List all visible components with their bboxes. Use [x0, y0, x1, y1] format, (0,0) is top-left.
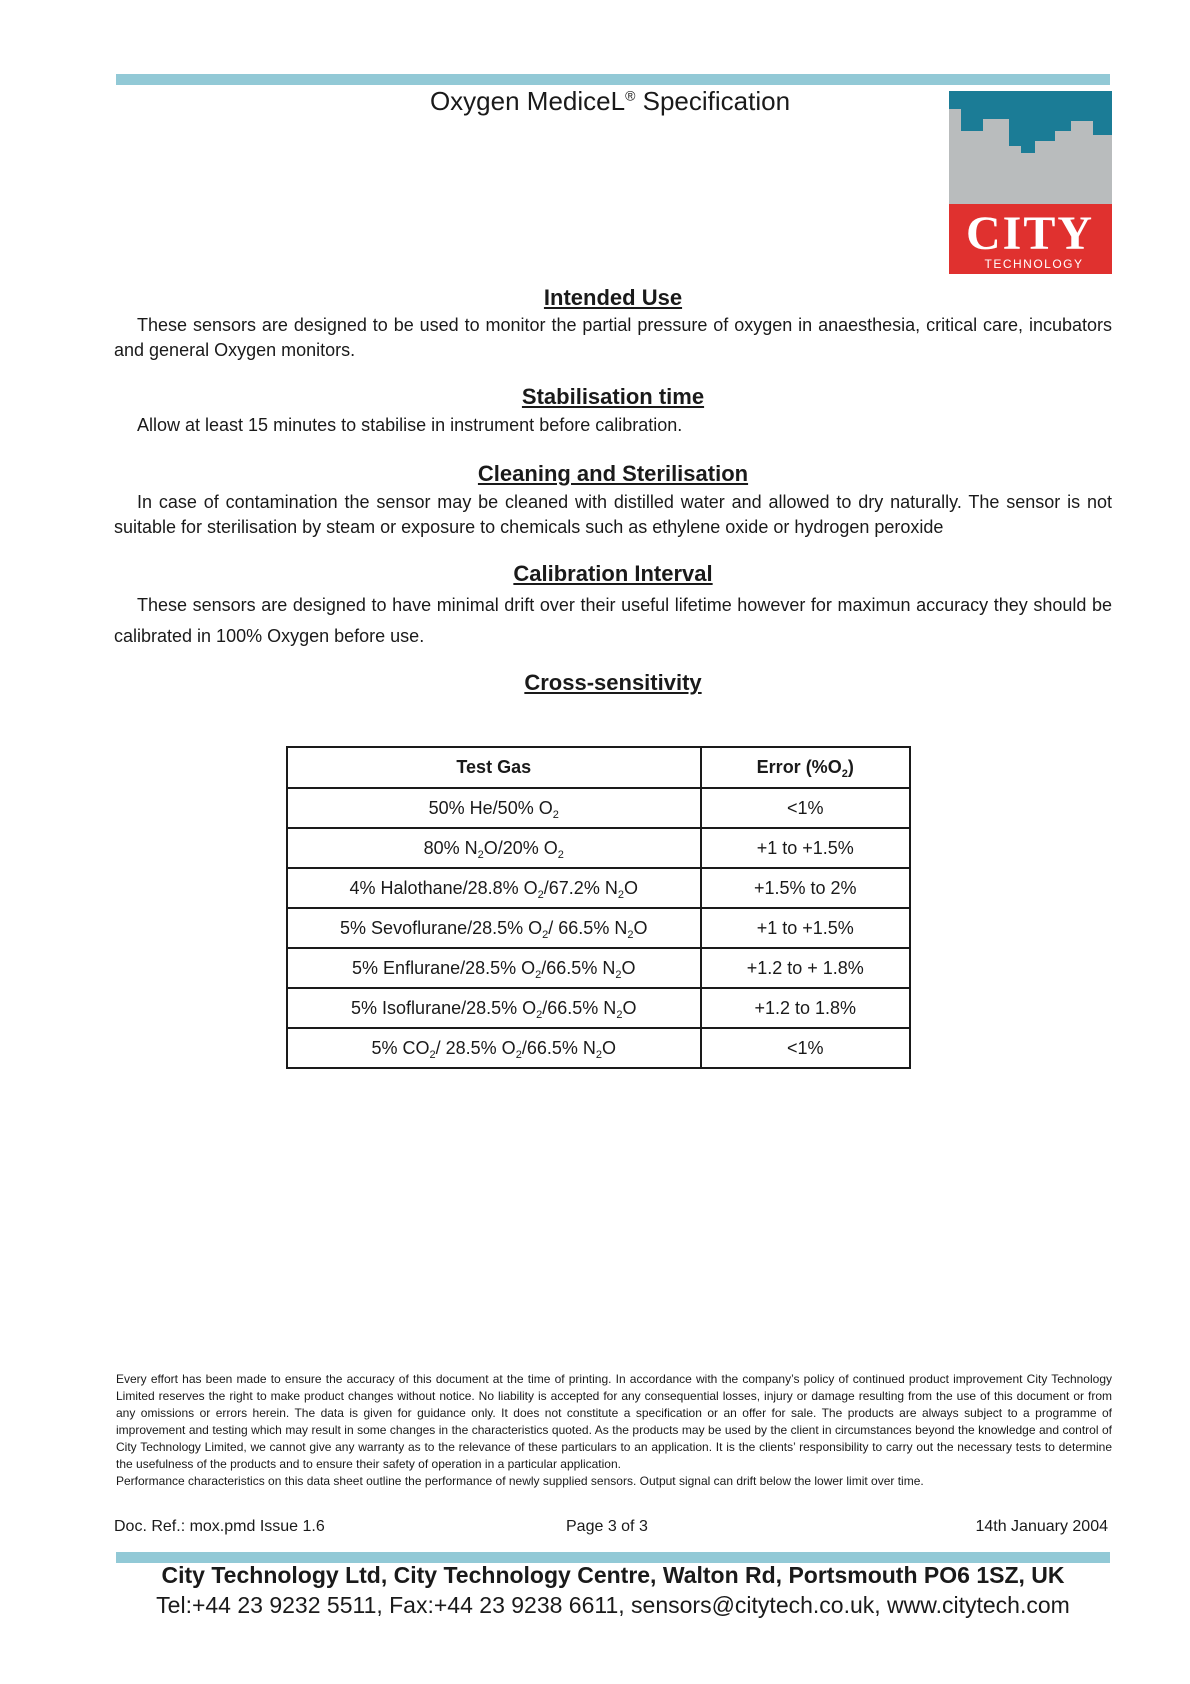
error-cell: +1 to +1.5%: [701, 828, 911, 868]
table-row: [287, 828, 910, 868]
cleaning-text: [114, 490, 1112, 540]
title-suffix: Specification: [635, 86, 791, 116]
table-body: [287, 788, 910, 1068]
error-cell: +1.2 to + 1.8%: [701, 948, 911, 988]
stabilisation-text: [114, 413, 1112, 438]
table-row: [287, 788, 910, 828]
test-gas-cell: 5% $CO_2/$ 28.5% $O_2/66.5\%$ $N_2O$: [287, 1028, 701, 1068]
city-technology-logo: [949, 91, 1112, 274]
test-gas-cell: 80% $N_2O/20\%$ $O_2$: [287, 828, 701, 868]
cleaning-body: In case of contamination the sensor may be cleaned with distilled water and allowed to dry naturally. The sensor is not suitable for sterilisation by steam or exposure to chemicals such as ethylene oxide or hydrogen peroxide: [114, 492, 1112, 537]
error-cell: <1%: [701, 1028, 911, 1068]
intended-use-text: [114, 313, 1112, 363]
stabilisation-body: Allow at least 15 minutes to stabilise in instrument before calibration.: [137, 415, 683, 435]
table-row: [287, 948, 910, 988]
calibration-body: These sensors are designed to have minimal drift over their useful lifetime however for maximun accuracy they should be calibrated in 100% Oxygen before use.: [114, 595, 1112, 646]
table-row: [287, 908, 910, 948]
test-gas-cell: 5% Isoflurane/28.5% $O_2/66.5\%$ $N_2O$: [287, 988, 701, 1028]
header-band: [116, 74, 1110, 85]
error-cell: +1.5% to 2%: [701, 868, 911, 908]
document-title: [300, 86, 920, 117]
stabilisation-heading: Stabilisation time: [521, 384, 705, 409]
table-row: [287, 988, 910, 1028]
table-header-row: [287, 747, 910, 788]
logo-technology-text: TECHNOLOGY: [984, 257, 1084, 271]
test-gas-cell: 5% Sevoflurane/28.5% $O_2/$ 66.5% $N_2O$: [287, 908, 701, 948]
column-header-test-gas: Test Gas: [287, 747, 701, 788]
registered-mark: ®: [625, 87, 636, 104]
doc-ref: Doc. Ref.: mox.pmd Issue 1.6: [114, 1518, 325, 1535]
intended-use-body: These sensors are designed to be used to monitor the partial pressure of oxygen in anaesthesia, critical care, incubators and general Oxygen monitors.: [114, 315, 1112, 360]
doc-date: 14th January 2004: [975, 1518, 1108, 1535]
calibration-text: [114, 590, 1112, 652]
cross-sensitivity-table: [286, 746, 911, 1069]
test-gas-cell: 50% He/50% $O_2$: [287, 788, 701, 828]
column-header-error: Error $(\%O_2)$: [701, 747, 911, 788]
test-gas-cell: 4% Halothane/28.8% $O_2/67.2\%$ $N_2O$: [287, 868, 701, 908]
company-address: City Technology Ltd, City Technology Centre, Walton Rd, Portsmouth PO6 1SZ, UK: [161, 1562, 1065, 1588]
error-cell: +1 to +1.5%: [701, 908, 911, 948]
disclaimer: [116, 1371, 1112, 1490]
contact-details: Tel:+44 23 9232 5511, Fax:+44 23 9238 6611, sensors@citytech.co.uk, www.citytech.com: [156, 1592, 1070, 1618]
disclaimer-text: Every effort has been made to ensure the accuracy of this document at the time of printing. In accordance with the company’s policy of continued product improvement City Technology Limited reserves the right to make product changes without notice. No liability is accepted for any consequential losses, injury or damage resulting from the use of this document or from any omissions or errors herein. The data is given for guidance only. It does not constitute a specification or an offer for sale. The products are always subject to a programme of improvement and testing which may result in some changes in the characteristics quoted. As the products may be used by the client in circumstances beyond the knowledge and control of City Technology Limited, we cannot give any warranty as to the relevance of these particulars to an application. It is the clients’ responsibility to carry out the necessary tests to determine the usefulness of the products and to ensure their safety of operation in a particular application.: [116, 1372, 1112, 1471]
calibration-heading: Calibration Interval: [513, 561, 713, 586]
intended-use-heading: Intended Use: [543, 285, 683, 310]
page-number: Page 3 of 3: [566, 1518, 648, 1535]
error-cell: <1%: [701, 788, 911, 828]
cleaning-heading: Cleaning and Sterilisation: [477, 461, 749, 486]
logo-city-text: CITY: [965, 207, 1095, 260]
title-text: Oxygen MediceL: [429, 86, 626, 116]
error-cell: +1.2 to 1.8%: [701, 988, 911, 1028]
table-row: [287, 868, 910, 908]
cross-sensitivity-heading: Cross-sensitivity: [524, 670, 702, 695]
table-row: [287, 1028, 910, 1068]
performance-note: Performance characteristics on this data sheet outline the performance of newly supplied sensors. Output signal can drift below the lower limit over time.: [116, 1474, 924, 1488]
test-gas-cell: 5% Enflurane/28.5% $O_2/66.5\%$ $N_2O$: [287, 948, 701, 988]
